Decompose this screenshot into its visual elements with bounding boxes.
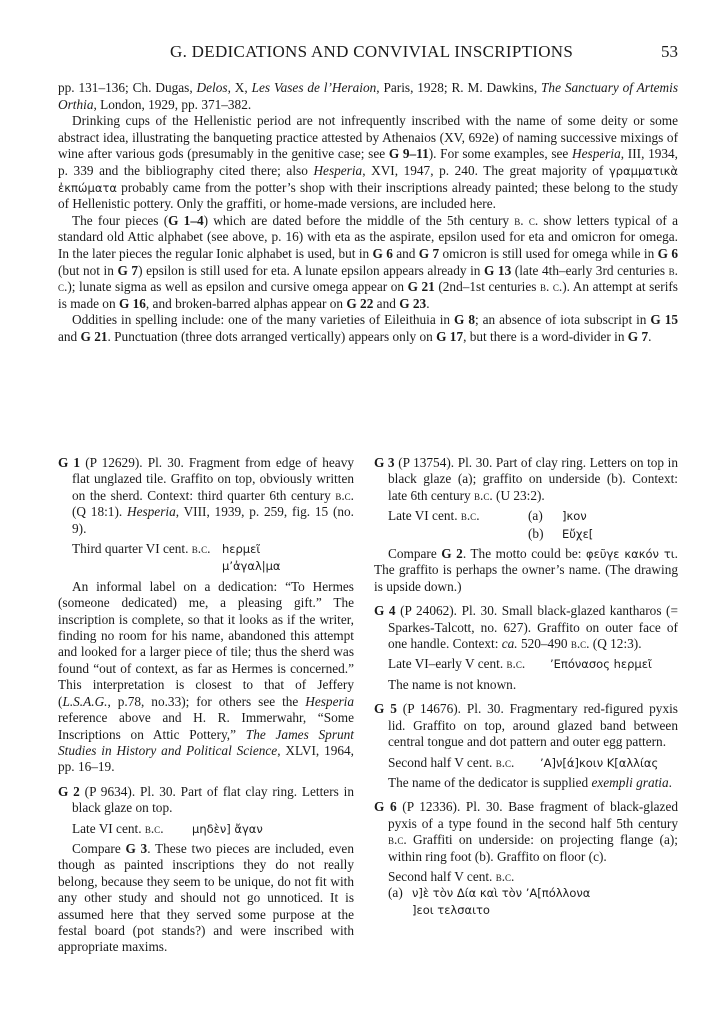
inscription-block (72, 541, 354, 575)
inscription-block (388, 656, 678, 672)
entry-heading: G 3 (P 13754). Pl. 30. Part of clay ring. Letters on top in black glaze (a); graffito on underside (b). Context: late 6th century b.c. (U 23:2). (374, 455, 678, 503)
inscription-text: ’Επόνασος hερμεῖ (550, 657, 652, 672)
catalog-entry-g3 (374, 455, 678, 595)
inscription-block (388, 755, 678, 771)
entry-heading: G 2 (P 9634). Pl. 30. Part of flat clay ring. Letters in black glaze on top. (58, 783, 354, 816)
entry-commentary: Compare G 2. The motto could be: φεῦγε κακόν τι. The graffito is perhaps the owner’s name. (The drawing is upside down.) (374, 546, 678, 594)
catalog-entry-g1 (58, 455, 354, 776)
entry-heading: G 1 (P 12629). Pl. 30. Fragment from edge of heavy flat unglazed tile. Graffito on top, obviously written on the sherd. Context: third quarter 6th century b.c. (Q 18:1). Hesperia, VIII, 1939, p. 259, fig. 15 (no. 9). (58, 455, 354, 536)
intro-paragraph-1: pp. 131–136; Ch. Dugas, Delos, X, Les Vases de l’Heraion, Paris, 1928; R. M. Dawkins, The Sanctuary of Artemis Orthia, London, 1929, pp. 371–382. (58, 80, 679, 112)
date-label: Late VI cent. b.c. (388, 508, 480, 524)
inscription-block: Late VI cent. b.c. (a) ]κον (b) Εὔχε[ (388, 508, 678, 542)
catalog-entry-g4 (374, 603, 678, 693)
intro-paragraph-3: The four pieces (G 1–4) which are dated before the middle of the 5th century b. c. show letters typical of a standard old Attic alphabet (see above, p. 16) with eta as the aspirate, epsilon used for eta and omicron for omega. In the later pieces the regular Ionic alphabet is used, but in G 6 and G 7 omicron is still used for omega while in G 6 (but not in G 7) epsilon is still used for eta. A lunate epsilon appears already in G 13 (late 4th–early 3rd centuries b. c.); lunate sigma as well as epsilon and cursive omega appear on G 21 (2nd–1st centuries b. c.). An attempt at serifs is made on G 16, and broken-barred alphas appear on G 22 and G 23. (58, 212, 678, 311)
entry-commentary: The name is not known. (388, 676, 517, 692)
catalog-entry-g2 (58, 784, 354, 956)
catalog-entry-g6 (374, 799, 678, 918)
catalog-entry-g5 (374, 701, 678, 791)
left-column (58, 455, 354, 964)
inscription-text: μηδὲν] ἄγαν (192, 821, 263, 836)
intro-section (58, 80, 678, 346)
inscription-text: ]κον (562, 509, 587, 524)
inscription-text: Εὔχε[ (562, 526, 594, 541)
inscription-text: ]εοι τελσαιτο (412, 902, 490, 917)
entry-commentary: The name of the dedicator is supplied exempli gratia. (388, 774, 672, 790)
entry-heading: G 4 (P 24062). Pl. 30. Small black-glazed kantharos (= Sparkes-Talcott, no. 627). Graffito on outer face of one handle. Context: ca. 520–490 b.c. (Q 12:3). (374, 603, 678, 652)
inscription-text: hερμεῖ (222, 542, 261, 557)
date-label: Third quarter VI cent. b.c. (72, 541, 211, 557)
entry-commentary: An informal label on a dedication: “To Hermes (someone dedicated) me, a pleasing gift.” The inscription is complete, so that it looks as if the writer, finding no room for his name, abandoned this attempt and looked for a larger piece of tile; thus the sherd was found “out of context, as far as Hermes is concerned.” This interpretation is closest to that of Jeffery (L.S.A.G., p.78, no.33); for others see the Hesperia reference above and H. R. Immerwahr, “Some Inscriptions on Attic Pottery,” The James Sprunt Studies in History and Political Science, XLVI, 1964, pp. 16–19. (58, 578, 354, 775)
inscription-text: μ’ἀγαλ|μα (222, 559, 281, 574)
right-column (374, 455, 678, 926)
intro-paragraph-2: Drinking cups of the Hellenistic period are not infrequently inscribed with the name of some deity or some abstract idea, illustrating the banqueting practice attested by Athenaios (XV, 692e) of naming successive mixings of wine after various gods (presumably in the genitive case; see G 9–11). For some examples, see Hesperia, III, 1934, p. 339 and the bibliography cited there; also Hesperia, XVI, 1947, p. 240. The great majority of γραμματικὰ ἐκπώματα probably came from the potter’s shop with their inscriptions already painted; these belong to the study of Hellenistic pottery. Only the graffiti, or home-made versions, are included here. (58, 113, 679, 212)
intro-paragraph-4: Oddities in spelling include: one of the many varieties of Eileithuia in G 8; an absence of iota subscript in G 15 and G 21. Punctuation (three dots arranged vertically) appears only on G 17, but there is a word-divider in G 7. (58, 312, 679, 344)
running-title: G. DEDICATIONS AND CONVIVIAL INSCRIPTIONS (170, 42, 574, 61)
entry-commentary: Compare G 3. These two pieces are included, even though as painted inscriptions they do not really belong, because they seem to be unique, do not fit with any other study and should not go unnoticed. It is assumed here that they served some purpose at the festal board (pot stands?) and were inscribed with appropriate maxims. (58, 840, 354, 955)
inscription-text: ν]ὲ τὸν Δία καὶ τὸν ’Α[πόλλονα (412, 886, 591, 901)
date-label: Late VI–early V cent. b.c. (388, 656, 526, 672)
date-label: Second half V cent. b.c. (388, 754, 515, 770)
running-header (58, 42, 678, 64)
entry-heading: G 5 (P 14676). Pl. 30. Fragmentary red-figured pyxis lid. Graffito on top, around glazed band between central tongue and dot pattern and outer egg pattern. (374, 701, 678, 750)
inscription-block: Second half V cent. b.c. (a) ν]ὲ τὸν Δία καὶ τὸν ’Α[πόλλονα ]εοι τελσαιτο (388, 869, 678, 918)
entry-heading: G 6 (P 12336). Pl. 30. Base fragment of black-glazed pyxis of a type found in the second half 5th century b.c. Graffiti on underside: on projecting flange (a); within ring foot (b). Graffito on floor (c). (374, 799, 678, 864)
page-number: 53 (661, 42, 678, 61)
date-label: Late VI cent. b.c. (72, 820, 164, 836)
inscription-text: ’Α]ν[ά]κοιν Κ[αλλίας (540, 755, 659, 770)
date-label: Second half V cent. b.c. (388, 868, 515, 884)
inscription-block (72, 821, 354, 837)
